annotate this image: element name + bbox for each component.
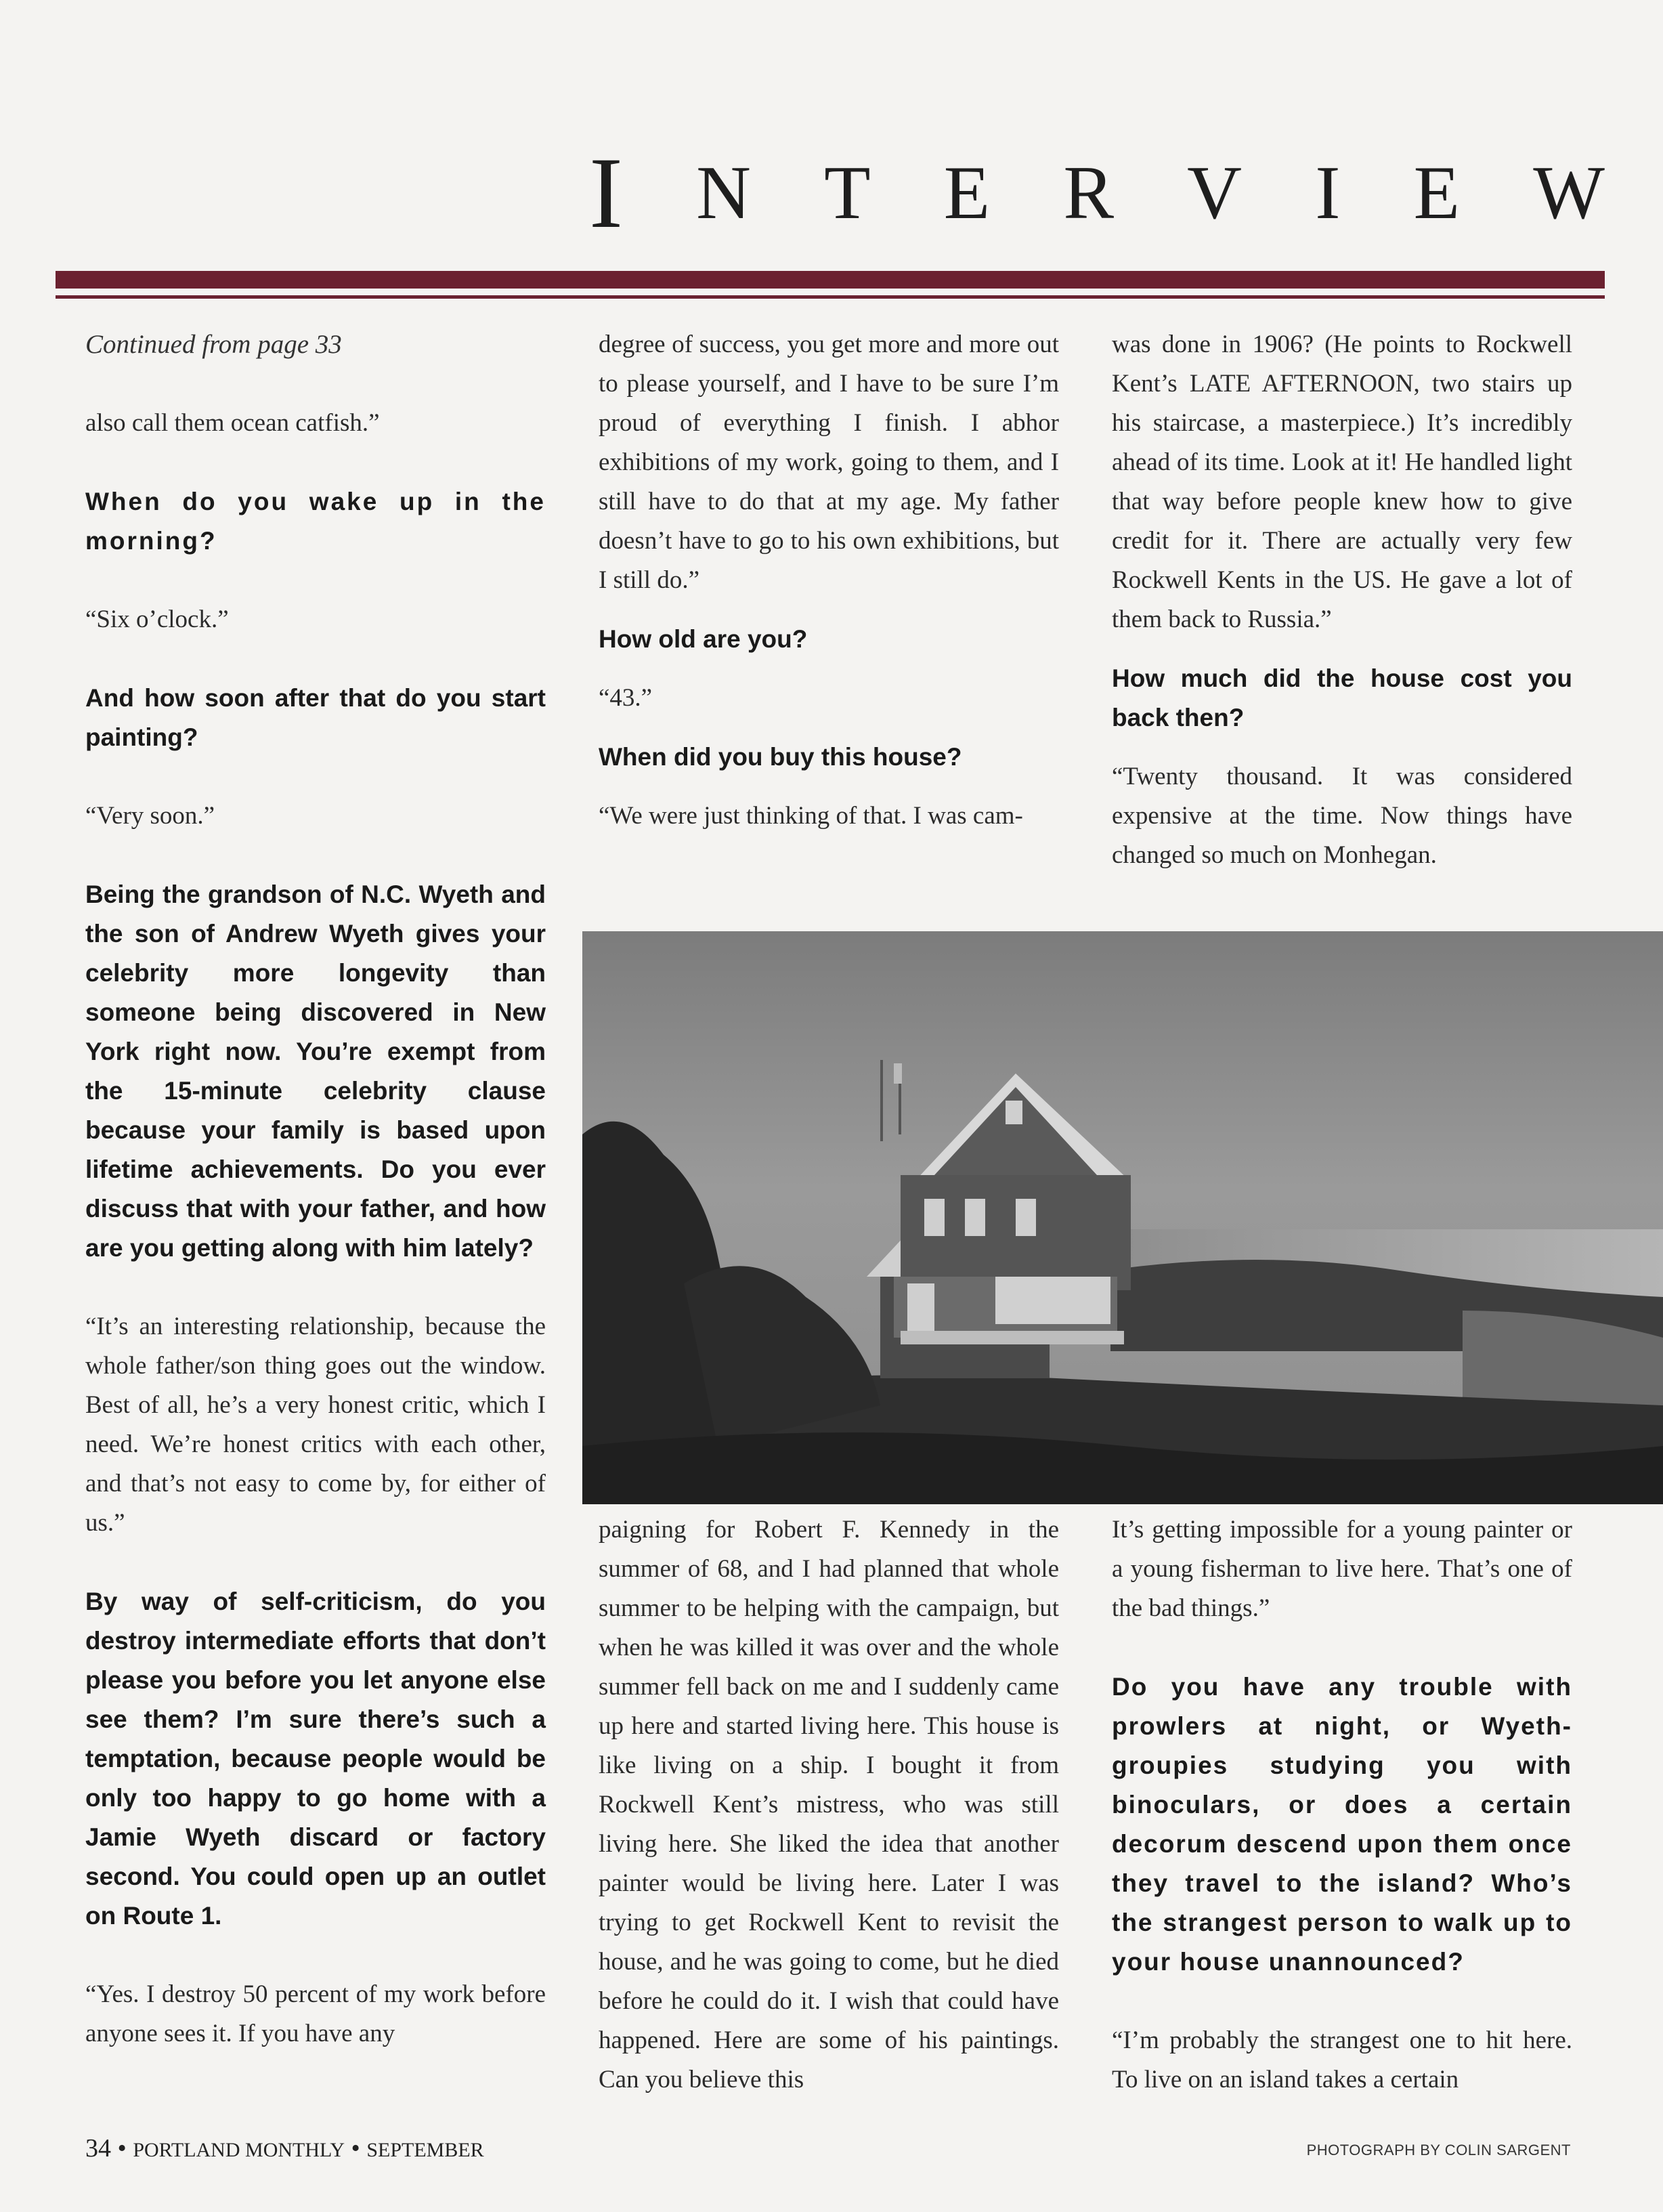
column-left — [85, 325, 546, 2054]
answer-paragraph: It’s getting impossible for a young painter or a young fisherman to live here. That’s one of the bad things.” — [1112, 1516, 1572, 1622]
question-paragraph: By way of self-criticism, do you destroy intermediate efforts that don’t please you before you let anyone else see them? I’m sure there’s such a temptation, because people would be only too happy to go home with a Jamie Wyeth discard or factory second. You could open up an outlet on Route 1. — [85, 1588, 546, 1930]
answer-paragraph: “Six o’clock.” — [85, 605, 229, 633]
answer-paragraph: “Twenty thousand. It was considered expensive at the time. Now things have changed so much on Monhegan. — [1112, 763, 1572, 869]
answer-paragraph: also call them ocean catfish.” — [85, 409, 380, 437]
column-middle-bottom — [599, 1510, 1059, 2100]
title-letter: N — [696, 150, 751, 235]
answer-paragraph: “Yes. I destroy 50 percent of my work before anyone sees it. If you have any — [85, 1980, 546, 2047]
answer-paragraph: “It’s an interesting relationship, because the whole father/son thing goes out the window. Best of all, he’s a very honest critic, which I need. We’re honest critics with each other, and that’s not easy to come by, for either of us.” — [85, 1313, 546, 1537]
question-paragraph: And how soon after that do you start painting? — [85, 684, 546, 751]
title-letter: T — [824, 150, 871, 235]
column-right-bottom — [1112, 1510, 1572, 2100]
answer-paragraph: degree of success, you get more and more out to please yourself, and I have to be sure I’m proud of everything I finish. I abhor exhibitions of my work, going to them, and I still have to do that at my age. My father doesn’t have to go to his own exhibitions, but I still do.” — [599, 331, 1059, 594]
question-paragraph: Being the grandson of N.C. Wyeth and the son of Andrew Wyeth gives your celebrity more longevity than someone being discovered in New York right now. You’re exempt from the 15-minute celebrity clause because your family is based upon lifetime achievements. Do you ever discuss that with your father, and how are you getting along with him lately? — [85, 880, 546, 1262]
title-letter: R — [1063, 150, 1115, 235]
title-letter: E — [1413, 150, 1461, 235]
continued-note: Continued from page 33 — [85, 330, 342, 359]
question-paragraph: How old are you? — [599, 625, 808, 653]
answer-paragraph: “43.” — [599, 684, 653, 712]
photo-credit: PHOTOGRAPH BY COLIN SARGENT — [1306, 2142, 1571, 2158]
column-middle-top — [599, 325, 1059, 836]
answer-paragraph: “We were just thinking of that. I was cam- — [599, 802, 1023, 830]
header-rule-thin — [56, 295, 1605, 299]
question-paragraph: Do you have any trouble with prowlers at night, or Wyeth-groupies studying you with binoculars, or does a certain decorum descend upon them once they travel to the island? Who’s the strangest person to walk up to your house unannounced? — [1112, 1673, 1572, 1976]
question-paragraph: When did you buy this house? — [599, 743, 962, 771]
house-photograph — [582, 931, 1663, 1504]
title-letter: I — [589, 137, 623, 249]
question-paragraph: How much did the house cost you back then? — [1112, 664, 1572, 731]
title-letter: I — [1315, 150, 1341, 235]
title-letter: V — [1187, 150, 1243, 235]
magazine-name: PORTLAND MONTHLY — [133, 2139, 345, 2161]
title-letter: E — [943, 150, 991, 235]
question-paragraph: When do you wake up in the morning? — [85, 488, 546, 555]
header-rule — [56, 271, 1605, 289]
answer-paragraph: “Very soon.” — [85, 802, 215, 830]
page-footer — [85, 2133, 484, 2163]
house-photo-illustration — [582, 931, 1663, 1504]
answer-paragraph: paigning for Robert F. Kennedy in the summer of 68, and I had planned that whole summer to be helping with the campaign, but when he was killed it was over and the whole summer fell back on me and I suddenly came up here and started living here. This house is like living on a ship. I bought it from Rockwell Kent’s mistress, who was still living here. She liked the idea that another painter would be living here. Later I was trying to get Rockwell Kent to revisit the house, and he was going to come, but he died before he could do it. I wish that could have happened. Here are some of his paintings. Can you believe this — [599, 1516, 1059, 2093]
answer-paragraph: “I’m probably the strangest one to hit here. To live on an island takes a certain — [1112, 2026, 1572, 2093]
bullet-separator: • — [351, 2134, 360, 2163]
title-letter: W — [1533, 150, 1605, 235]
issue-month: SEPTEMBER — [366, 2139, 484, 2161]
page-number: 34 — [85, 2134, 111, 2163]
section-title — [589, 132, 1605, 254]
column-right-top — [1112, 325, 1572, 875]
answer-paragraph: was done in 1906? (He points to Rockwell Kent’s LATE AFTERNOON, two stairs up his staircase, a masterpiece.) It’s incredibly ahead of its time. Look at it! He handled light that way before people knew how to give credit for it. There are actually very few Rockwell Kents in the US. He gave a lot of them back to Russia.” — [1112, 331, 1572, 633]
bullet-separator: • — [117, 2134, 127, 2163]
